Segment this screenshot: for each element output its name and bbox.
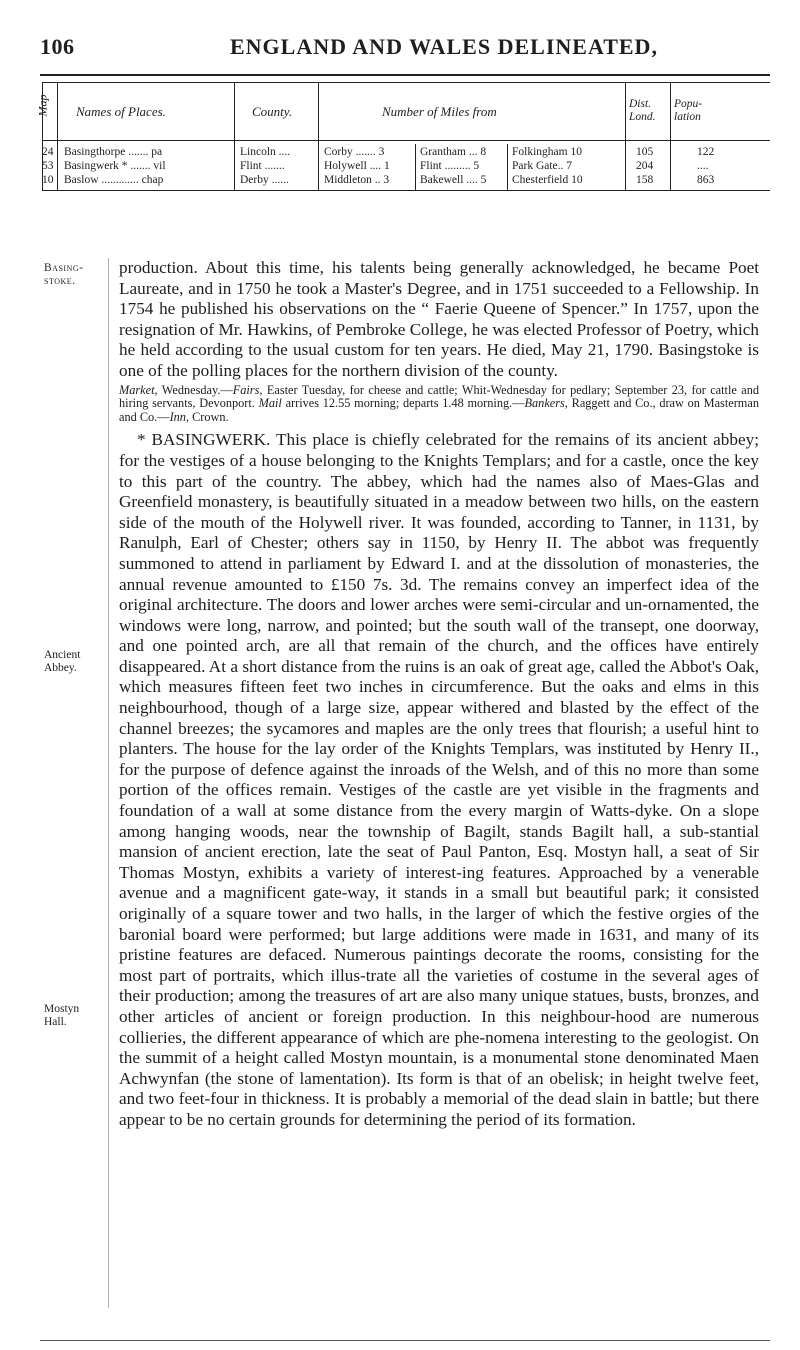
table-cell-miles: Chesterfield 10 [512,174,583,186]
inn-label: Inn, [169,409,190,424]
margin-note-basingstoke: stoke. [44,275,76,287]
table-cell-population: 122 [697,146,715,158]
body-text [119,258,759,1131]
col-rule [670,82,671,190]
col-header-names: Names of Places. [76,104,166,119]
market-notes [119,384,759,425]
mail-label: Mail [258,396,282,411]
col-header-county: County. [252,104,293,119]
col-rule [625,82,626,190]
col-header-population: Popu- lation [674,98,703,123]
col-header-miles: Number of Miles from [382,104,497,119]
table-cell-dist: 158 [636,174,654,186]
text-margin-rule [108,258,109,1308]
page-header [40,34,770,60]
table-cell-dist: 105 [636,146,654,158]
table-cell-miles: Bakewell .... 5 [420,174,487,186]
table-cell-miles: Park Gate.. 7 [512,160,573,172]
margin-note-mostyn-hall: Hall. [44,1016,67,1028]
margin-note-basingstoke: Basing- [44,262,84,274]
fairs-text: Easter Tuesday, for cheese and cattle; Whit-Wednesday for pedlary; September 23, for cattle and hiring servants, Devonport. [119,382,759,411]
bankers-text: Raggett and Co., draw on Masterman and Co.— [119,396,759,424]
bottom-rule [40,1340,770,1341]
bankers-label: Bankers, [524,396,568,411]
table-cell-miles: Middleton .. 3 [324,174,390,186]
basingwerk-text: This place is chiefly celebrated for the remains of its ancient abbey; for the vestiges of a house belonging to the Knights Templars; and for a castle, once the key to this part of the country. The abbey, which had the names also of Maes-Glas and Greenfield monastery, is beautifully situated in a meadow between two hills, on the eastern side of the mouth of the Holywell river. It was founded, according to Tanner, in 1131, by Ranulph, Earl of Chester; others say in 1150, by Henry II. The abbot was frequently summoned to attend in parliament by Edward I. and at the dissolution of monasteries, the annual revenue amounted to £150 7s. 3d. The remains convey an imperfect idea of the original architecture. The doors and lower arches were semi-circular and un-ornamented, the windows were long, narrow, and pointed; but the south wall of the transept, one doorway, and one pointed arch, are all that remain of the church, and the offices have entirely disappeared. At a short distance from the ruins is an oak of great age, called the Abbot's Oak, which measures fifteen feet two inches in circumference. But the oaks and elms in this neighbourhood, though of a large size, appear withered and blasted by the effect of the channel breezes; the sycamores and maples are the only trees that flourish; a useful hint to planters. The house for the lay order of the Knights Templars, was instituted by Henry II., for the purpose of defence against the inroads of the Welsh, and of this no more than some portion of the offices remain. Vestiges of the castle are yet visible in the fragments and foundation of a wall at some distance from the every margin of Watts-dyke. On a slope among hanging woods, near the township of Bagilt, stands Bagilt hall, a sub-stantial mansion of ancient erection, late the seat of Paul Panton, Esq. Mostyn hall, a seat of Sir Thomas Mostyn, exhibits a variety of interest-ing features. Approached by a venerable avenue and a magnificent gate-way, it stands in a small but beautiful park; it consisted originally of a square tower and two halls, in the larger of which the festive orgies of the baronial board were performed; but large additions were made in 1631, and many of its pristine features are defaced. Numerous paintings decorate the rooms, consisting for the most part of portraits, which illus-trate all the varieties of costume in the several ages of their production; among the treasures of art are also many unique statues, busts, bronzes, and other articles of ancient or foreign production. In this neighbour-hood are numerous collieries, the different appearance of which are phe-nomena interesting to the geologist. On the summit of a height called Mostyn mountain, is a monumental stone denominated Maen Achwynfan (the stone of lamentation). Its form is that of an obelisk; in height twelve feet, and two feet-four in thickness. It is probably a memorial of the dead slain in battle; but there appear to be no certain grounds for determining the period of its formation. [119,430,759,1129]
table-cell-miles: Flint ......... 5 [420,160,480,172]
col-rule [415,144,416,190]
market-label: Market, [119,382,158,397]
table-cell-county: Derby ...... [240,174,289,186]
table-header-rule [42,140,770,141]
header-rule [40,74,770,76]
table-top-rule [42,82,770,83]
gazetteer-table [35,82,770,194]
table-cell-miles: Corby ....... 3 [324,146,385,158]
table-cell-map: 10 [42,174,54,186]
table-cell-county: Flint ....... [240,160,285,172]
margin-note-mostyn-hall: Mostyn [44,1003,80,1015]
table-cell-miles: Folkingham 10 [512,146,582,158]
basingwerk-heading: * BASINGWERK. [137,430,271,450]
margin-note-ancient-abbey: Ancient [44,649,81,661]
page-number: 106 [40,34,75,59]
table-cell-miles: Holywell .... 1 [324,160,390,172]
paragraph-basingwerk [119,430,759,1130]
table-cell-dist: 204 [636,160,654,172]
col-rule [234,82,235,190]
table-cell-name: Baslow ............. chap [64,174,164,186]
margin-note-ancient-abbey: Abbey. [44,662,77,674]
fairs-label: Fairs, [232,382,263,397]
table-cell-map: 24 [42,146,54,158]
table-cell-population: 863 [697,174,715,186]
table-cell-population: .... [697,160,709,172]
table-bottom-rule [42,190,770,191]
table-cell-map: 53 [42,160,54,172]
col-rule [57,82,58,190]
inn-text: Crown. [189,409,229,424]
table-cell-name: Basingwerk * ....... vil [64,160,166,172]
table-cell-miles: Grantham ... 8 [420,146,487,158]
table-cell-name: Basingthorpe ....... pa [64,146,163,158]
paragraph-basingstoke: production. About this time, his talents being generally acknowledged, he became Poet Laureate, and in 1750 he took a Master's Degree, and in 1751 succeeded to a Fellowship. In 1754 he published his observations on the “ Faerie Queene of Spencer.” In 1757, upon the resignation of Mr. Hawkins, of Pembroke College, he was elected Professor of Poetry, which he held according to the usual custom for ten years. He died, May 21, 1790. Basingstoke is one of the polling places for the northern division of the county. [119,258,759,380]
col-rule [507,144,508,190]
col-rule [318,82,319,190]
col-header-map: Map [35,94,50,117]
running-title: ENGLAND AND WALES DELINEATED, [230,34,658,59]
table-cell-county: Lincoln .... [240,146,291,158]
market-text: Wednesday.— [157,382,233,397]
col-header-dist: Dist. Lond. [629,98,656,123]
mail-text: arrives 12.55 morning; departs 1.48 morning.— [281,396,525,411]
